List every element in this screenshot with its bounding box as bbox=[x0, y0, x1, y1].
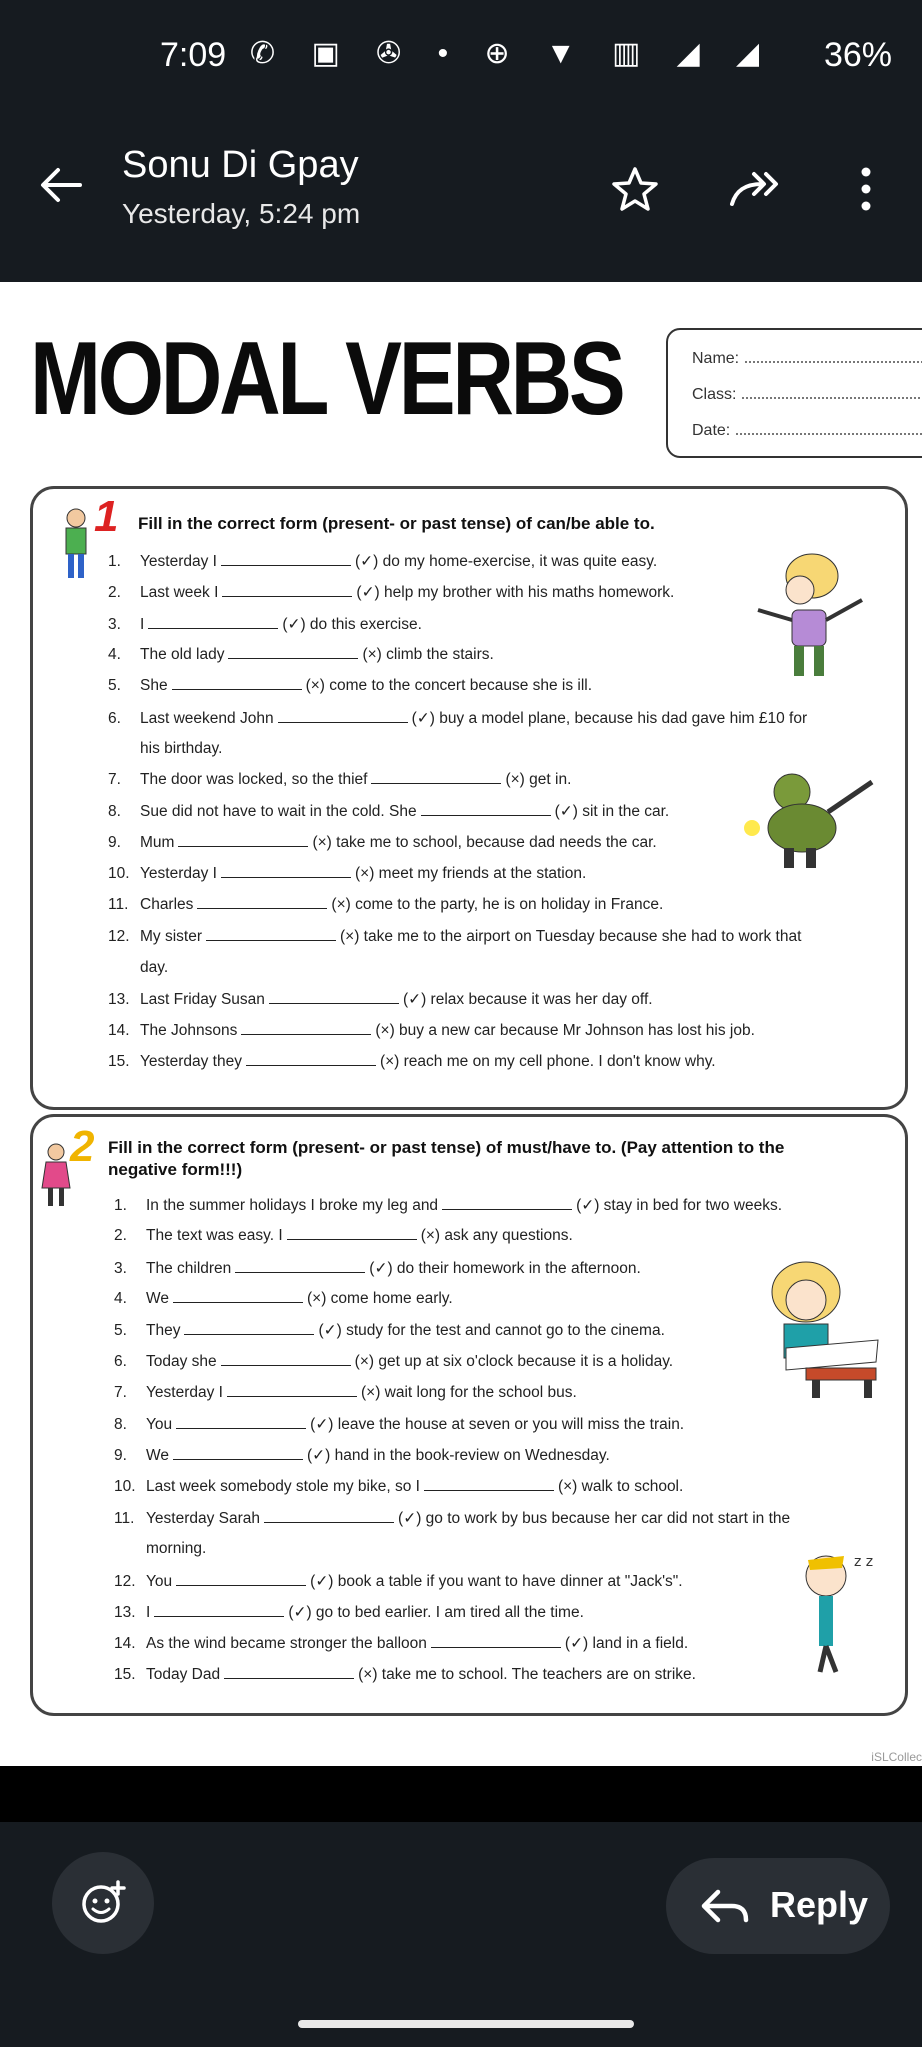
item-instruction: (×) buy a new car because Mr Johnson has lost his job. bbox=[375, 1021, 755, 1039]
item-instruction: (✓) book a table if you want to have dinner at "Jack's". bbox=[310, 1572, 683, 1590]
answer-blank bbox=[221, 865, 351, 878]
name-line: Name: bbox=[692, 350, 922, 368]
exercise-item bbox=[108, 646, 494, 664]
item-number: 7. bbox=[114, 1383, 127, 1401]
item-instruction: (✓) buy a model plane, because his dad gave him £10 for bbox=[411, 709, 808, 727]
item-number: 13. bbox=[114, 1603, 136, 1621]
back-arrow-icon[interactable] bbox=[36, 160, 86, 210]
exercise-item bbox=[114, 1384, 577, 1402]
item-number: 7. bbox=[108, 771, 121, 789]
item-number: 4. bbox=[108, 645, 121, 663]
item-text: We bbox=[146, 1289, 169, 1307]
item-instruction: (✓) help my brother with his maths homework. bbox=[356, 584, 675, 602]
app-bar bbox=[0, 120, 922, 282]
item-number: 1. bbox=[114, 1197, 127, 1214]
reply-label: Reply bbox=[770, 1884, 869, 1925]
item-text: The old lady bbox=[140, 645, 225, 663]
svg-text:z z: z z bbox=[854, 1554, 874, 1570]
item-number: 2. bbox=[108, 584, 121, 602]
item-text: The door was locked, so the thief bbox=[140, 771, 368, 789]
item-text: Today Dad bbox=[146, 1665, 221, 1683]
item-number: 14. bbox=[108, 1021, 130, 1039]
section-2-heading-cont: negative form!!!) bbox=[108, 1160, 243, 1179]
worksheet-watermark: iSLCollec bbox=[871, 1750, 922, 1764]
exercise-item bbox=[114, 1603, 584, 1622]
answer-blank bbox=[227, 1384, 357, 1397]
message-timestamp: Yesterday, 5:24 pm bbox=[122, 198, 361, 229]
item-instruction: (×) climb the stairs. bbox=[362, 645, 494, 663]
item-text: Yesterday I bbox=[146, 1383, 223, 1401]
exercise-item bbox=[114, 1540, 206, 1558]
answer-blank bbox=[442, 1197, 572, 1210]
item-instruction: (×) wait long for the school bus. bbox=[360, 1383, 577, 1401]
item-instruction: (✓) sit in the car. bbox=[554, 803, 670, 821]
item-number: 9. bbox=[108, 833, 121, 851]
shared-image[interactable] bbox=[0, 282, 922, 1766]
exercise-item bbox=[108, 802, 669, 821]
exercise-item bbox=[114, 1259, 641, 1278]
answer-blank bbox=[221, 1353, 351, 1366]
name-class-date-box bbox=[666, 328, 922, 458]
answer-blank bbox=[424, 1478, 554, 1491]
answer-blank bbox=[421, 803, 551, 816]
notification-icons: ✆ ▣ ✇ • ⊕ ▼ ▥ ◢ ◢ bbox=[250, 37, 774, 70]
more-options-icon[interactable] bbox=[846, 164, 886, 214]
section-1-heading: Fill in the correct form (present- or past tense) of can/be able to. bbox=[138, 514, 655, 533]
answer-blank bbox=[264, 1510, 394, 1523]
item-text: The children bbox=[146, 1259, 232, 1277]
item-number: 11. bbox=[108, 896, 129, 914]
exercise-item bbox=[108, 959, 168, 977]
answer-blank bbox=[221, 553, 351, 566]
item-instruction: (✓) study for the test and cannot go to the cinema. bbox=[318, 1322, 665, 1340]
girl-small-cartoon-icon bbox=[40, 1140, 74, 1210]
item-instruction: (✓) do my home-exercise, it was quite easy. bbox=[354, 553, 658, 570]
exercise-item bbox=[108, 771, 571, 789]
add-reaction-icon bbox=[80, 1880, 126, 1926]
answer-blank bbox=[235, 1260, 365, 1273]
item-text: They bbox=[146, 1322, 181, 1340]
item-instruction: (×) get in. bbox=[505, 771, 572, 789]
exercise-item bbox=[108, 709, 807, 728]
answer-blank bbox=[176, 1573, 306, 1586]
exercise-item bbox=[114, 1415, 684, 1434]
date-line: Date: bbox=[692, 422, 922, 440]
answer-blank bbox=[228, 646, 358, 659]
answer-blank bbox=[246, 1053, 376, 1066]
exercise-item bbox=[108, 1053, 716, 1071]
item-number: 5. bbox=[108, 677, 121, 695]
exercise-item bbox=[108, 1022, 755, 1040]
item-text: Charles bbox=[140, 896, 194, 914]
item-number: 12. bbox=[108, 927, 130, 945]
exercise-item bbox=[108, 990, 653, 1009]
answer-blank bbox=[184, 1322, 314, 1335]
item-instruction: (×) take me to the airport on Tuesday because she had to work that bbox=[340, 927, 802, 945]
item-number: 11. bbox=[114, 1510, 135, 1527]
exercise-item bbox=[108, 615, 422, 634]
answer-blank bbox=[173, 1290, 303, 1303]
item-text: I bbox=[140, 615, 145, 633]
exercise-item bbox=[108, 552, 657, 571]
exercise-item bbox=[114, 1446, 610, 1465]
item-number: 15. bbox=[114, 1665, 136, 1683]
sender-name: Sonu Di Gpay bbox=[122, 144, 359, 186]
status-time: 7:09 bbox=[160, 36, 227, 74]
battery-level: 36% bbox=[823, 36, 892, 74]
item-text: morning. bbox=[146, 1540, 207, 1558]
answer-blank bbox=[148, 616, 278, 629]
item-text: Last weekend John bbox=[140, 709, 274, 727]
answer-blank bbox=[172, 677, 302, 690]
item-text: She bbox=[140, 677, 168, 695]
exercise-item bbox=[108, 928, 801, 946]
answer-blank bbox=[431, 1635, 561, 1648]
item-instruction: (✓) do their homework in the afternoon. bbox=[369, 1259, 641, 1277]
exercise-item bbox=[108, 583, 674, 602]
item-number: 10. bbox=[108, 865, 130, 882]
item-instruction: (✓) leave the house at seven or you will miss the train. bbox=[310, 1416, 685, 1434]
item-number: 6. bbox=[108, 709, 121, 727]
answer-blank bbox=[176, 1416, 306, 1429]
forward-icon[interactable] bbox=[728, 164, 784, 214]
section-2-heading: Fill in the correct form (present- or past tense) of must/have to. (Pay attention to the bbox=[108, 1138, 785, 1157]
item-number: 5. bbox=[114, 1322, 127, 1340]
answer-blank bbox=[241, 1022, 371, 1035]
thief-cartoon-icon bbox=[732, 762, 892, 872]
exercise-item bbox=[108, 865, 586, 883]
answer-blank bbox=[197, 896, 327, 909]
answer-blank bbox=[371, 771, 501, 784]
answer-blank bbox=[154, 1604, 284, 1617]
item-text: Yesterday I bbox=[140, 553, 217, 570]
answer-blank bbox=[278, 710, 408, 723]
item-number: 3. bbox=[108, 615, 121, 633]
item-number: 15. bbox=[108, 1052, 130, 1070]
exercise-item bbox=[108, 896, 663, 914]
home-indicator[interactable] bbox=[298, 2020, 634, 2028]
item-instruction: (✓) do this exercise. bbox=[282, 615, 422, 633]
item-instruction: (×) walk to school. bbox=[557, 1477, 684, 1495]
item-text: Yesterday I bbox=[140, 865, 217, 882]
item-text: You bbox=[146, 1572, 173, 1590]
item-number: 9. bbox=[114, 1447, 127, 1465]
section-number-2: 2 bbox=[70, 1122, 95, 1171]
class-line: Class: bbox=[692, 386, 922, 404]
item-instruction: (×) come to the concert because she is ill. bbox=[305, 677, 593, 695]
girl-cartoon-icon bbox=[742, 540, 882, 690]
item-text: Yesterday Sarah bbox=[146, 1510, 261, 1527]
exercise-item bbox=[114, 1227, 573, 1245]
item-text: Yesterday they bbox=[140, 1052, 242, 1070]
bottom-bar bbox=[0, 1822, 922, 2047]
item-text: his birthday. bbox=[140, 739, 223, 757]
item-instruction: (×) ask any questions. bbox=[420, 1227, 573, 1245]
add-reaction-button[interactable] bbox=[52, 1852, 154, 1954]
answer-blank bbox=[222, 584, 352, 597]
item-text: As the wind became stronger the balloon bbox=[146, 1635, 427, 1653]
exercise-item bbox=[114, 1290, 453, 1308]
item-instruction: (×) come home early. bbox=[306, 1289, 453, 1307]
item-text: My sister bbox=[140, 927, 202, 945]
item-text: You bbox=[146, 1416, 173, 1434]
item-instruction: (✓) hand in the book-review on Wednesday. bbox=[306, 1447, 610, 1465]
item-number: 3. bbox=[114, 1259, 127, 1277]
item-number: 8. bbox=[108, 803, 121, 821]
item-text: day. bbox=[140, 958, 169, 976]
item-instruction: (×) take me to school, because dad needs the car. bbox=[312, 833, 657, 851]
item-text: In the summer holidays I broke my leg and bbox=[146, 1197, 439, 1214]
item-number: 13. bbox=[108, 991, 130, 1009]
tired-boy-cartoon-icon bbox=[786, 1546, 886, 1676]
item-instruction: (✓) go to bed earlier. I am tired all the time. bbox=[288, 1603, 584, 1621]
item-number: 14. bbox=[114, 1635, 136, 1653]
item-instruction: (✓) go to work by bus because her car did not start in the bbox=[398, 1510, 791, 1527]
exercise-item bbox=[114, 1572, 683, 1591]
item-text: Sue did not have to wait in the cold. She bbox=[140, 803, 417, 821]
exercise-item bbox=[114, 1353, 673, 1371]
item-text: The Johnsons bbox=[140, 1021, 238, 1039]
item-instruction: (✓) land in a field. bbox=[564, 1635, 689, 1653]
item-number: 1. bbox=[108, 553, 121, 570]
reply-icon bbox=[700, 1886, 750, 1926]
section-number-1: 1 bbox=[94, 492, 119, 541]
answer-blank bbox=[206, 928, 336, 941]
item-text: I bbox=[146, 1603, 151, 1621]
exercise-item bbox=[114, 1478, 683, 1496]
exercise-item bbox=[114, 1321, 665, 1340]
answer-blank bbox=[178, 834, 308, 847]
item-instruction: (×) get up at six o'clock because it is a holiday. bbox=[354, 1352, 674, 1370]
item-text: Last Friday Susan bbox=[140, 991, 265, 1009]
exercise-item bbox=[114, 1634, 688, 1653]
item-instruction: (×) take me to school. The teachers are on strike. bbox=[358, 1665, 696, 1683]
worksheet-title: MODAL VERBS bbox=[30, 321, 623, 437]
item-instruction: (×) meet my friends at the station. bbox=[354, 865, 587, 882]
item-number: 8. bbox=[114, 1416, 127, 1434]
item-number: 12. bbox=[114, 1572, 136, 1590]
answer-blank bbox=[224, 1666, 354, 1679]
exercise-item bbox=[114, 1196, 782, 1215]
item-instruction: (✓) relax because it was her day off. bbox=[402, 991, 653, 1009]
item-number: 6. bbox=[114, 1352, 127, 1370]
item-text: We bbox=[146, 1447, 169, 1465]
item-instruction: (×) come to the party, he is on holiday in France. bbox=[331, 896, 664, 914]
item-text: Mum bbox=[140, 833, 175, 851]
star-icon[interactable] bbox=[610, 164, 660, 214]
item-text: The text was easy. I bbox=[146, 1227, 283, 1245]
exercise-item bbox=[108, 677, 592, 695]
answer-blank bbox=[287, 1227, 417, 1240]
item-number: 2. bbox=[114, 1227, 127, 1245]
item-text: Last week somebody stole my bike, so I bbox=[146, 1477, 420, 1495]
student-desk-cartoon-icon bbox=[746, 1252, 886, 1402]
item-number: 4. bbox=[114, 1289, 127, 1307]
exercise-item bbox=[114, 1666, 696, 1684]
answer-blank bbox=[269, 991, 399, 1004]
reply-button[interactable] bbox=[666, 1858, 890, 1954]
item-instruction: (×) reach me on my cell phone. I don't know why. bbox=[379, 1052, 716, 1070]
answer-blank bbox=[173, 1447, 303, 1460]
exercise-item bbox=[108, 740, 222, 758]
exercise-item bbox=[114, 1509, 790, 1528]
status-bar bbox=[0, 0, 922, 120]
item-text: Last week I bbox=[140, 584, 219, 602]
item-number: 10. bbox=[114, 1477, 136, 1495]
item-instruction: (✓) stay in bed for two weeks. bbox=[576, 1197, 783, 1214]
item-text: Today she bbox=[146, 1352, 217, 1370]
exercise-item bbox=[108, 834, 657, 852]
